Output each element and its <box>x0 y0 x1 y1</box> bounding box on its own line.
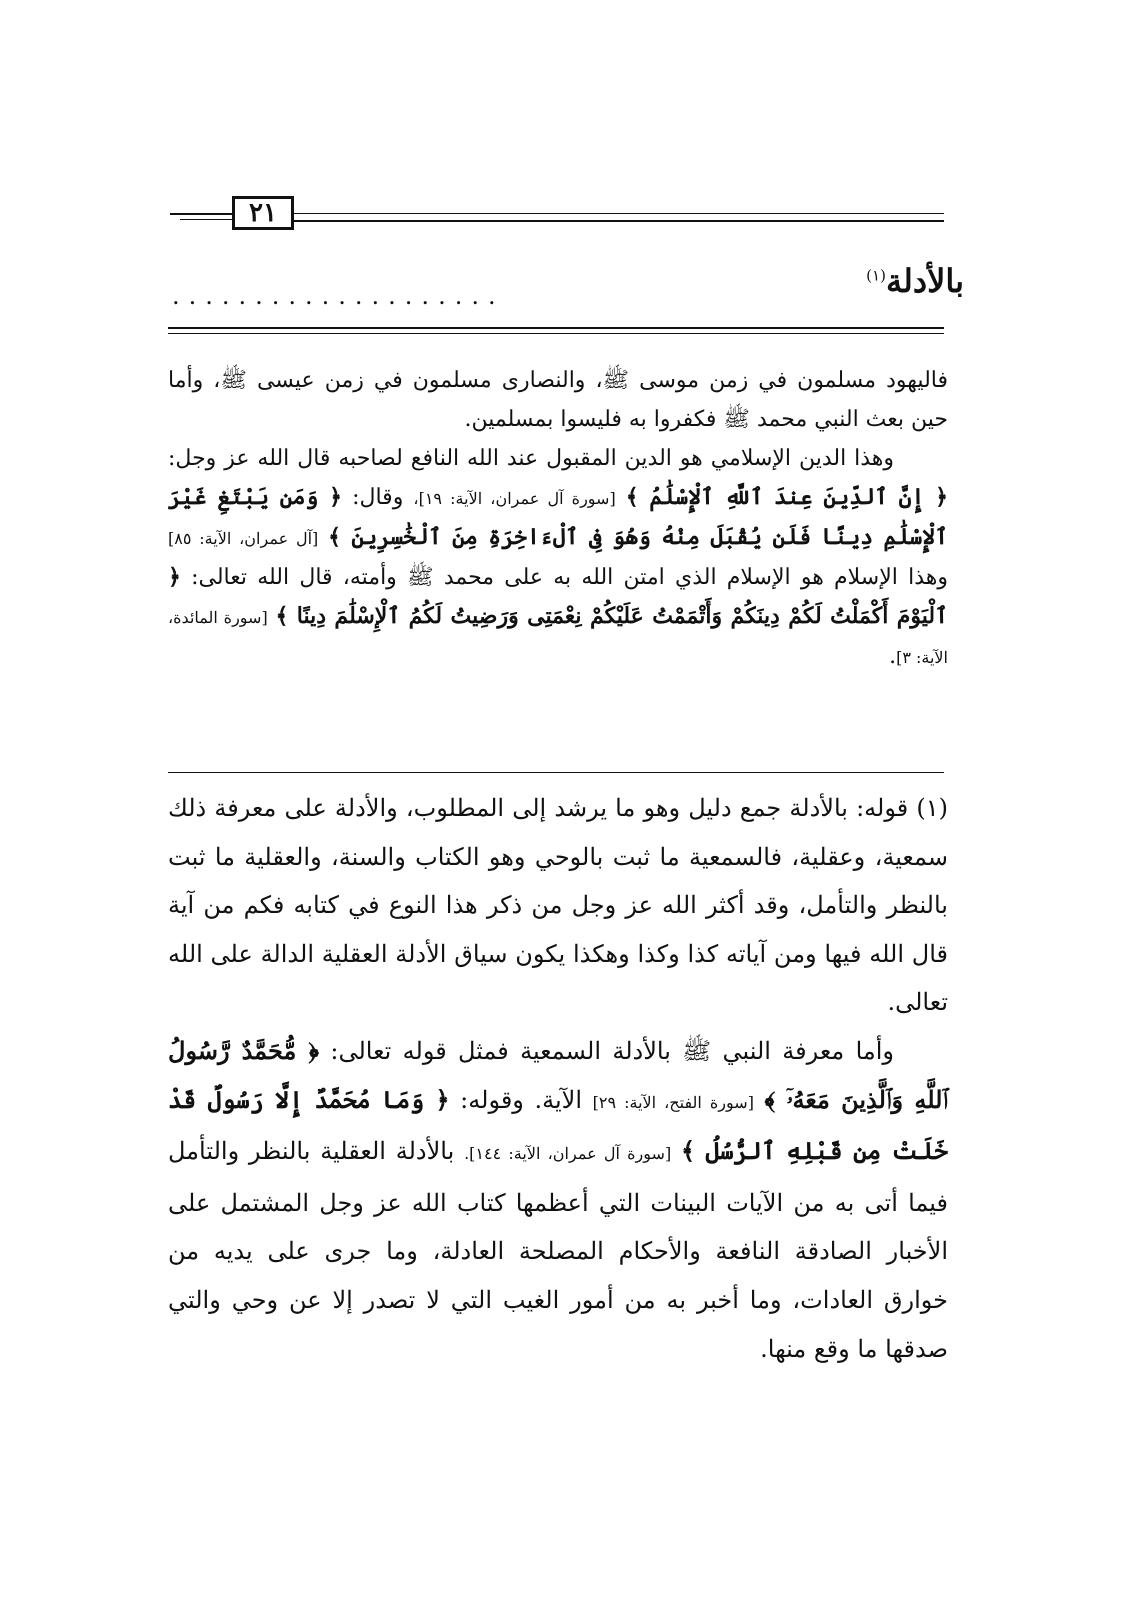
header-rule-left <box>170 213 232 215</box>
quran-verse: ﴿ ٱلْيَوْمَ أَكْمَلْتُ لَكُمْ دِينَكُمْ وَأَتْمَمْتُ عَلَيْكُمْ نِعْمَتِى وَرَضِيتُ لَكُمُ ٱلْإِسْلَٰمَ دِينًا ﴾ <box>168 564 948 629</box>
footnote-text: وأما معرفة النبي ﷺ بالأدلة السمعية فمثل قوله تعالى: <box>330 1036 894 1065</box>
heading-rule-bottom <box>168 333 944 334</box>
verse-reference: [سورة المائدة، الآية: ٣] <box>168 608 948 667</box>
footnote <box>168 784 948 1373</box>
heading-text: بالأدلة <box>885 262 964 300</box>
body-paragraph: فاليهود مسلمون في زمن موسى ﷺ، والنصارى مسلمون في زمن عيسى ﷺ، وأما حين بعث النبي محمد ﷺ فكفروا به فليسوا بمسلمين. <box>168 368 948 432</box>
body-text: وهذا الإسلام هو الإسلام الذي امتن الله به على محمد ﷺ وأمته، قال الله تعالى: <box>191 565 948 590</box>
footnote-paragraph <box>168 1027 948 1373</box>
body-text: وقال: <box>352 485 404 510</box>
quran-verse: ﴿ مُّحَمَّدٌ رَّسُولُ ٱللَّهِ وَٱلَّذِينَ مَعَهُۥٓ ﴾ <box>168 1035 948 1114</box>
quran-verse: ﴿ وَمَا مُحَمَّدٌ إِلَّا رَسُولٌ قَدْ خَلَتْ مِن قَبْلِهِ ٱلرُّسُلُ ﴾ <box>168 1084 948 1166</box>
header-rule-left-inner <box>180 219 232 220</box>
leader-dots: .................... <box>172 282 505 310</box>
heading-rule-top <box>168 327 944 329</box>
body-text: وهذا الدين الإسلامي هو الدين المقبول عند الله النافع لصاحبه قال الله عز وجل: <box>168 446 894 471</box>
heading-footnote-marker: (١) <box>866 266 886 285</box>
body-text: . <box>889 644 897 669</box>
footnote-text: الآية. وقوله: <box>460 1085 583 1114</box>
verse-reference: [سورة آل عمران، الآية: ١٤٤]. <box>464 1144 672 1164</box>
verse-reference: [سورة الفتح، الآية: ٢٩] <box>592 1092 754 1112</box>
footnote-paragraph: (١) قوله: بالأدلة جمع دليل وهو ما يرشد إلى المطلوب، والأدلة على معرفة ذلك سمعية، وعقلية، فالسمعية ما ثبت بالوحي وهو الكتاب والسنة، والعقلية ما ثبت بالنظر والتأمل، وقد أكثر الله عز وجل من ذكر هذا النوع في كتابه فكم من آية قال الله فيها ومن آياته كذا وكذا وهكذا يكون سياق الأدلة العقلية الدالة على الله تعالى. <box>168 794 948 1017</box>
header-rule-right-inner <box>294 213 944 214</box>
quran-verse: ﴿ وَمَن يَبْتَغِ غَيْرَ ٱلْإِسْلَٰمِ دِينًا فَلَن يُقْبَلَ مِنْهُ وَهُوَ فِى ٱلْءَاخِرَةِ مِنَ ٱلْخَٰسِرِينَ ﴾ <box>168 484 949 550</box>
verse-reference: [آل عمران، الآية: ٨٥] <box>168 529 319 548</box>
main-text <box>168 361 948 677</box>
header-rule-right <box>294 220 944 222</box>
quran-verse: ﴿ إِنَّ ٱلدِّينَ عِندَ ٱللَّهِ ٱلْإِسْلَٰمُ ﴾ <box>625 484 949 510</box>
verse-reference: [سورة آل عمران، الآية: ١٩]، <box>413 489 616 508</box>
footnote-separator <box>168 772 944 773</box>
body-paragraph <box>168 439 948 677</box>
footnote-text: بالأدلة العقلية بالنظر والتأمل فيما أتى به من الآيات البينات التي أعظمها كتاب الله عز وجل المشتمل على الأخبار الصادقة النافعة والأحكام المصلحة العادلة، وما جرى على يديه من خوارق العادات، وما أخبر به من أمور الغيب التي لا تصدر إلا عن وحي والتي صدقها ما وقع منها. <box>168 1137 948 1363</box>
page-number: ٢١ <box>232 196 294 230</box>
